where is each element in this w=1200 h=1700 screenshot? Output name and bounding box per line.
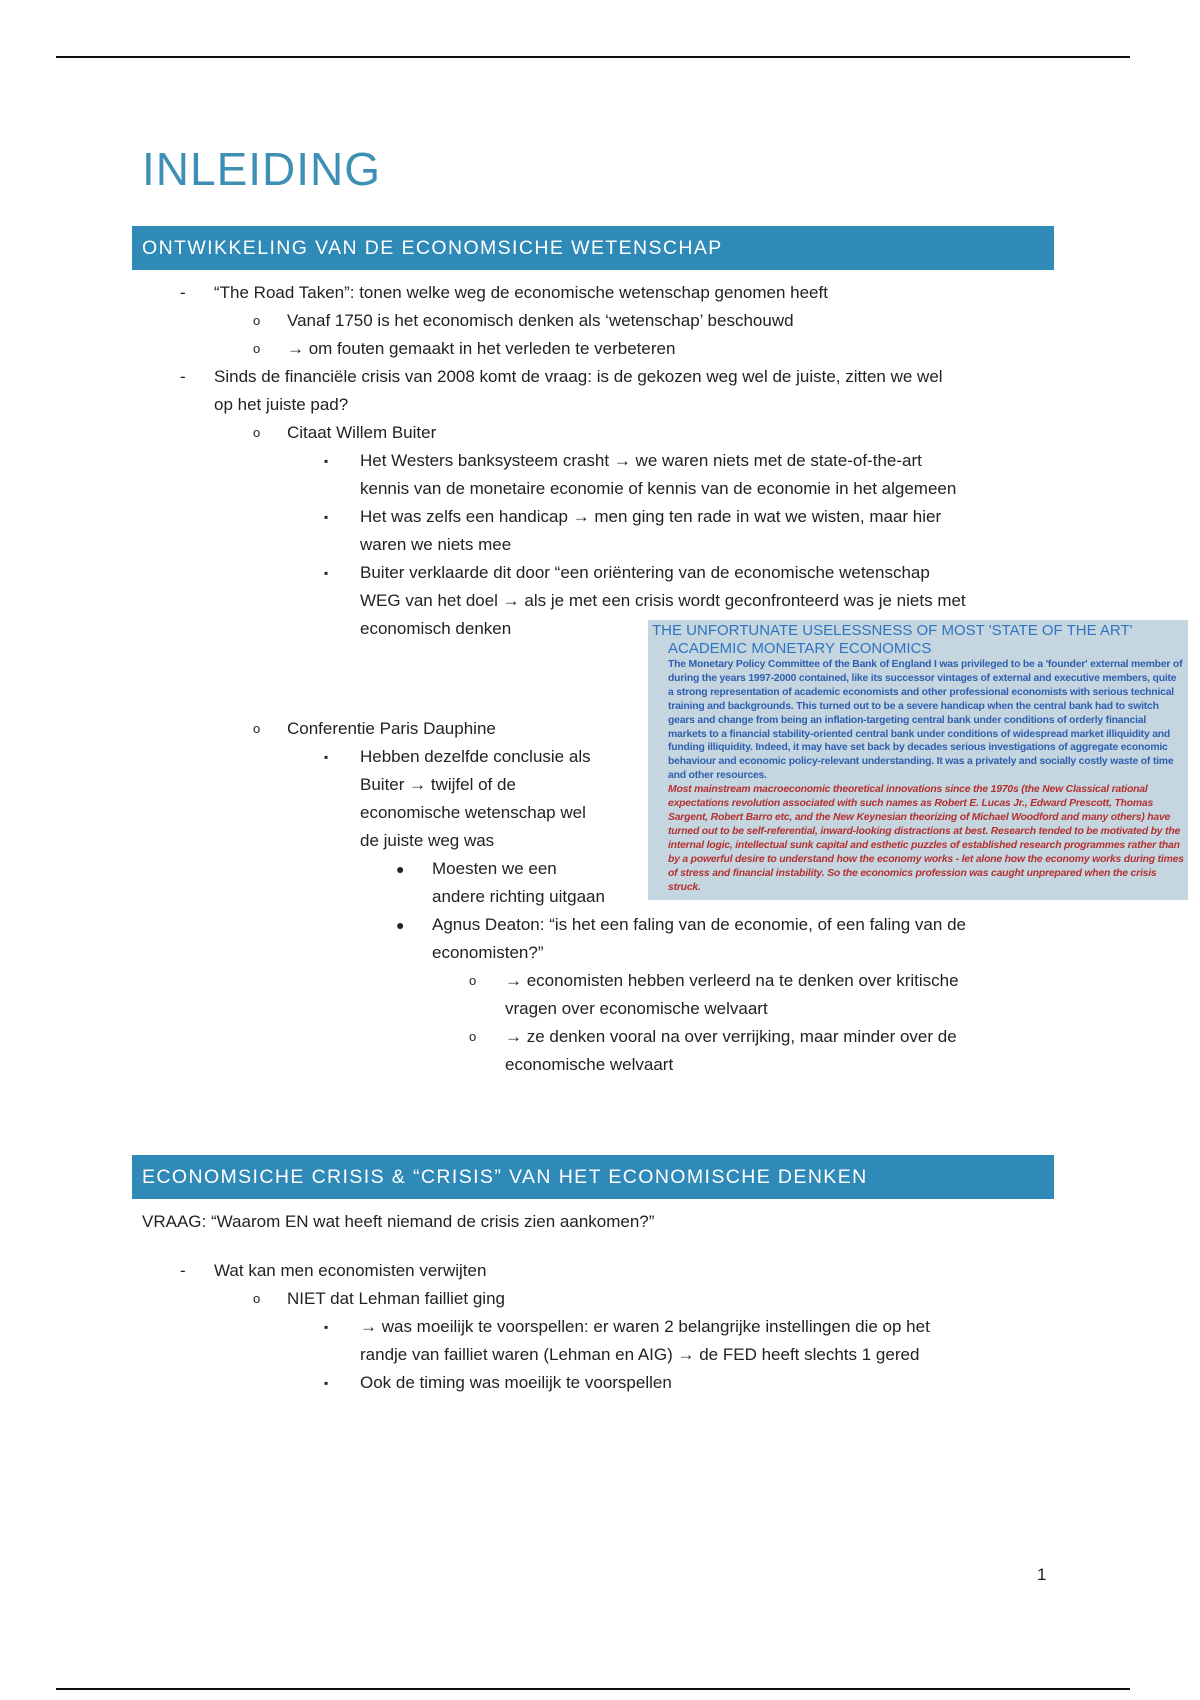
section-heading-ontwikkeling: ONTWIKKELING VAN DE ECONOMSICHE WETENSCHAP bbox=[132, 226, 1054, 270]
text-line: → economisten hebben verleerd na te denken over kritische bbox=[505, 971, 959, 990]
bullet-circle: o bbox=[253, 721, 261, 736]
bullet-square: ▪ bbox=[324, 1320, 329, 1334]
text-line: andere richting uitgaan bbox=[432, 887, 605, 906]
text-line: economisch denken bbox=[360, 619, 512, 638]
text-line: economische welvaart bbox=[505, 1055, 674, 1074]
text-line: Buiter → twijfel of de bbox=[360, 775, 516, 794]
text-line: economische wetenschap wel bbox=[360, 803, 586, 822]
bullet-circle: o bbox=[469, 973, 477, 988]
bullet-dash: - bbox=[180, 1261, 186, 1280]
text-line: Conferentie Paris Dauphine bbox=[287, 719, 496, 738]
text-line: Vanaf 1750 is het economisch denken als ‘wetenschap’ beschouwd bbox=[287, 311, 794, 330]
text-line: Sinds de financiële crisis van 2008 komt de vraag: is de gekozen weg wel de juiste, zitten we wel bbox=[214, 367, 943, 386]
bullet-circle: o bbox=[469, 1029, 477, 1044]
page-number: 1 bbox=[1037, 1565, 1047, 1584]
text-line: op het juiste pad? bbox=[214, 395, 349, 414]
text-line: Buiter verklaarde dit door “een oriëntering van de economische wetenschap bbox=[360, 563, 930, 582]
bullet-circle: o bbox=[253, 313, 261, 328]
page-title: INLEIDING bbox=[142, 143, 382, 195]
inset-title: THE UNFORTUNATE USELESSNESS OF MOST 'STATE OF THE ART' bbox=[652, 622, 1133, 639]
text-line: Het Westers banksysteem crasht → we waren niets met de state-of-the-art bbox=[360, 451, 922, 470]
text-line: “The Road Taken”: tonen welke weg de economische wetenschap genomen heeft bbox=[214, 283, 828, 302]
question-line: VRAAG: “Waarom EN wat heeft niemand de crisis zien aankomen?” bbox=[142, 1212, 655, 1231]
bullet-dot: ● bbox=[396, 861, 405, 877]
text-line: Agnus Deaton: “is het een faling van de economie, of een faling van de bbox=[432, 915, 966, 934]
text-line: Het was zelfs een handicap → men ging ten rade in wat we wisten, maar hier bbox=[360, 507, 942, 526]
bullet-circle: o bbox=[253, 1291, 261, 1306]
inset-body bbox=[652, 658, 1184, 894]
inset-paragraph: Most mainstream macroeconomic theoretical innovations since the 1970s (the New Classical rational expectations revolution associated with such names as Robert E. Lucas Jr., Edward Prescott, Thomas Sargent, Robert Barro etc, and the New Keynesian theorizing of Michael Woodford and many others) have turned out to be self-referential, inward-looking distractions at best. Research tended to be motivated by the internal logic, intellectual sunk capital and esthetic puzzles of established research programmes rather than by a powerful desire to understand how the economy works - let alone how the economy works during times of stress and financial instability. So the economics profession was caught unprepared when the crisis struck. bbox=[668, 784, 1184, 893]
text-line: Wat kan men economisten verwijten bbox=[214, 1261, 487, 1280]
bullet-square: ▪ bbox=[324, 750, 329, 764]
text-line: Moesten we een bbox=[432, 859, 557, 878]
bullet-square: ▪ bbox=[324, 510, 329, 524]
text-line: → ze denken vooral na over verrijking, maar minder over de bbox=[505, 1027, 957, 1046]
bullet-square: ▪ bbox=[324, 566, 329, 580]
bullet-circle: o bbox=[253, 341, 261, 356]
text-line: kennis van de monetaire economie of kennis van de economie in het algemeen bbox=[360, 479, 957, 498]
top-rule bbox=[56, 56, 1130, 58]
text-line: Citaat Willem Buiter bbox=[287, 423, 437, 442]
text-line: → was moeilijk te voorspellen: er waren 2 belangrijke instellingen die op het bbox=[360, 1317, 930, 1336]
bottom-rule bbox=[56, 1688, 1130, 1690]
text-line: Ook de timing was moeilijk te voorspellen bbox=[360, 1373, 672, 1392]
section-heading-crisis: ECONOMSICHE CRISIS & “CRISIS” VAN HET ECONOMISCHE DENKEN bbox=[132, 1155, 1054, 1199]
bullet-dot: ● bbox=[396, 917, 405, 933]
text-line: randje van failliet waren (Lehman en AIG) → de FED heeft slechts 1 gered bbox=[360, 1345, 920, 1364]
text-line: → om fouten gemaakt in het verleden te verbeteren bbox=[287, 339, 676, 358]
inset-subtitle: ACADEMIC MONETARY ECONOMICS bbox=[668, 640, 932, 657]
bullet-square: ▪ bbox=[324, 1376, 329, 1390]
text-line: waren we niets mee bbox=[360, 535, 512, 554]
text-line: NIET dat Lehman failliet ging bbox=[287, 1289, 505, 1308]
text-line: vragen over economische welvaart bbox=[505, 999, 768, 1018]
bullet-square: ▪ bbox=[324, 454, 329, 468]
text-line: Hebben dezelfde conclusie als bbox=[360, 747, 591, 766]
bullet-dash: - bbox=[180, 367, 186, 386]
text-line: economisten?” bbox=[432, 943, 544, 962]
inset-paragraph: The Monetary Policy Committee of the Bank of England I was privileged to be a 'founder' external member of during the years 1997-2000 contained, like its successor vintages of external and executive members, quite a strong representation of academic economists and other professional economists with serious technical training and backgrounds. This turned out to be a severe handicap when the central bank had to switch gears and change from being an inflation-targeting central bank under conditions of orderly financial markets to a financial stability-oriented central bank under conditions of widespread market illiquidity and funding illiquidity. Indeed, it may have set back by decades serious investigations of aggregate economic behaviour and economic policy-relevant understanding. It was a privately and socially costly waste of time and other resources. bbox=[668, 659, 1183, 782]
bullet-dash: - bbox=[180, 283, 186, 302]
bullet-circle: o bbox=[253, 425, 261, 440]
quote-inset-image bbox=[648, 620, 1188, 900]
text-line: WEG van het doel → als je met een crisis wordt geconfronteerd was je niets met bbox=[360, 591, 966, 610]
text-line: de juiste weg was bbox=[360, 831, 495, 850]
